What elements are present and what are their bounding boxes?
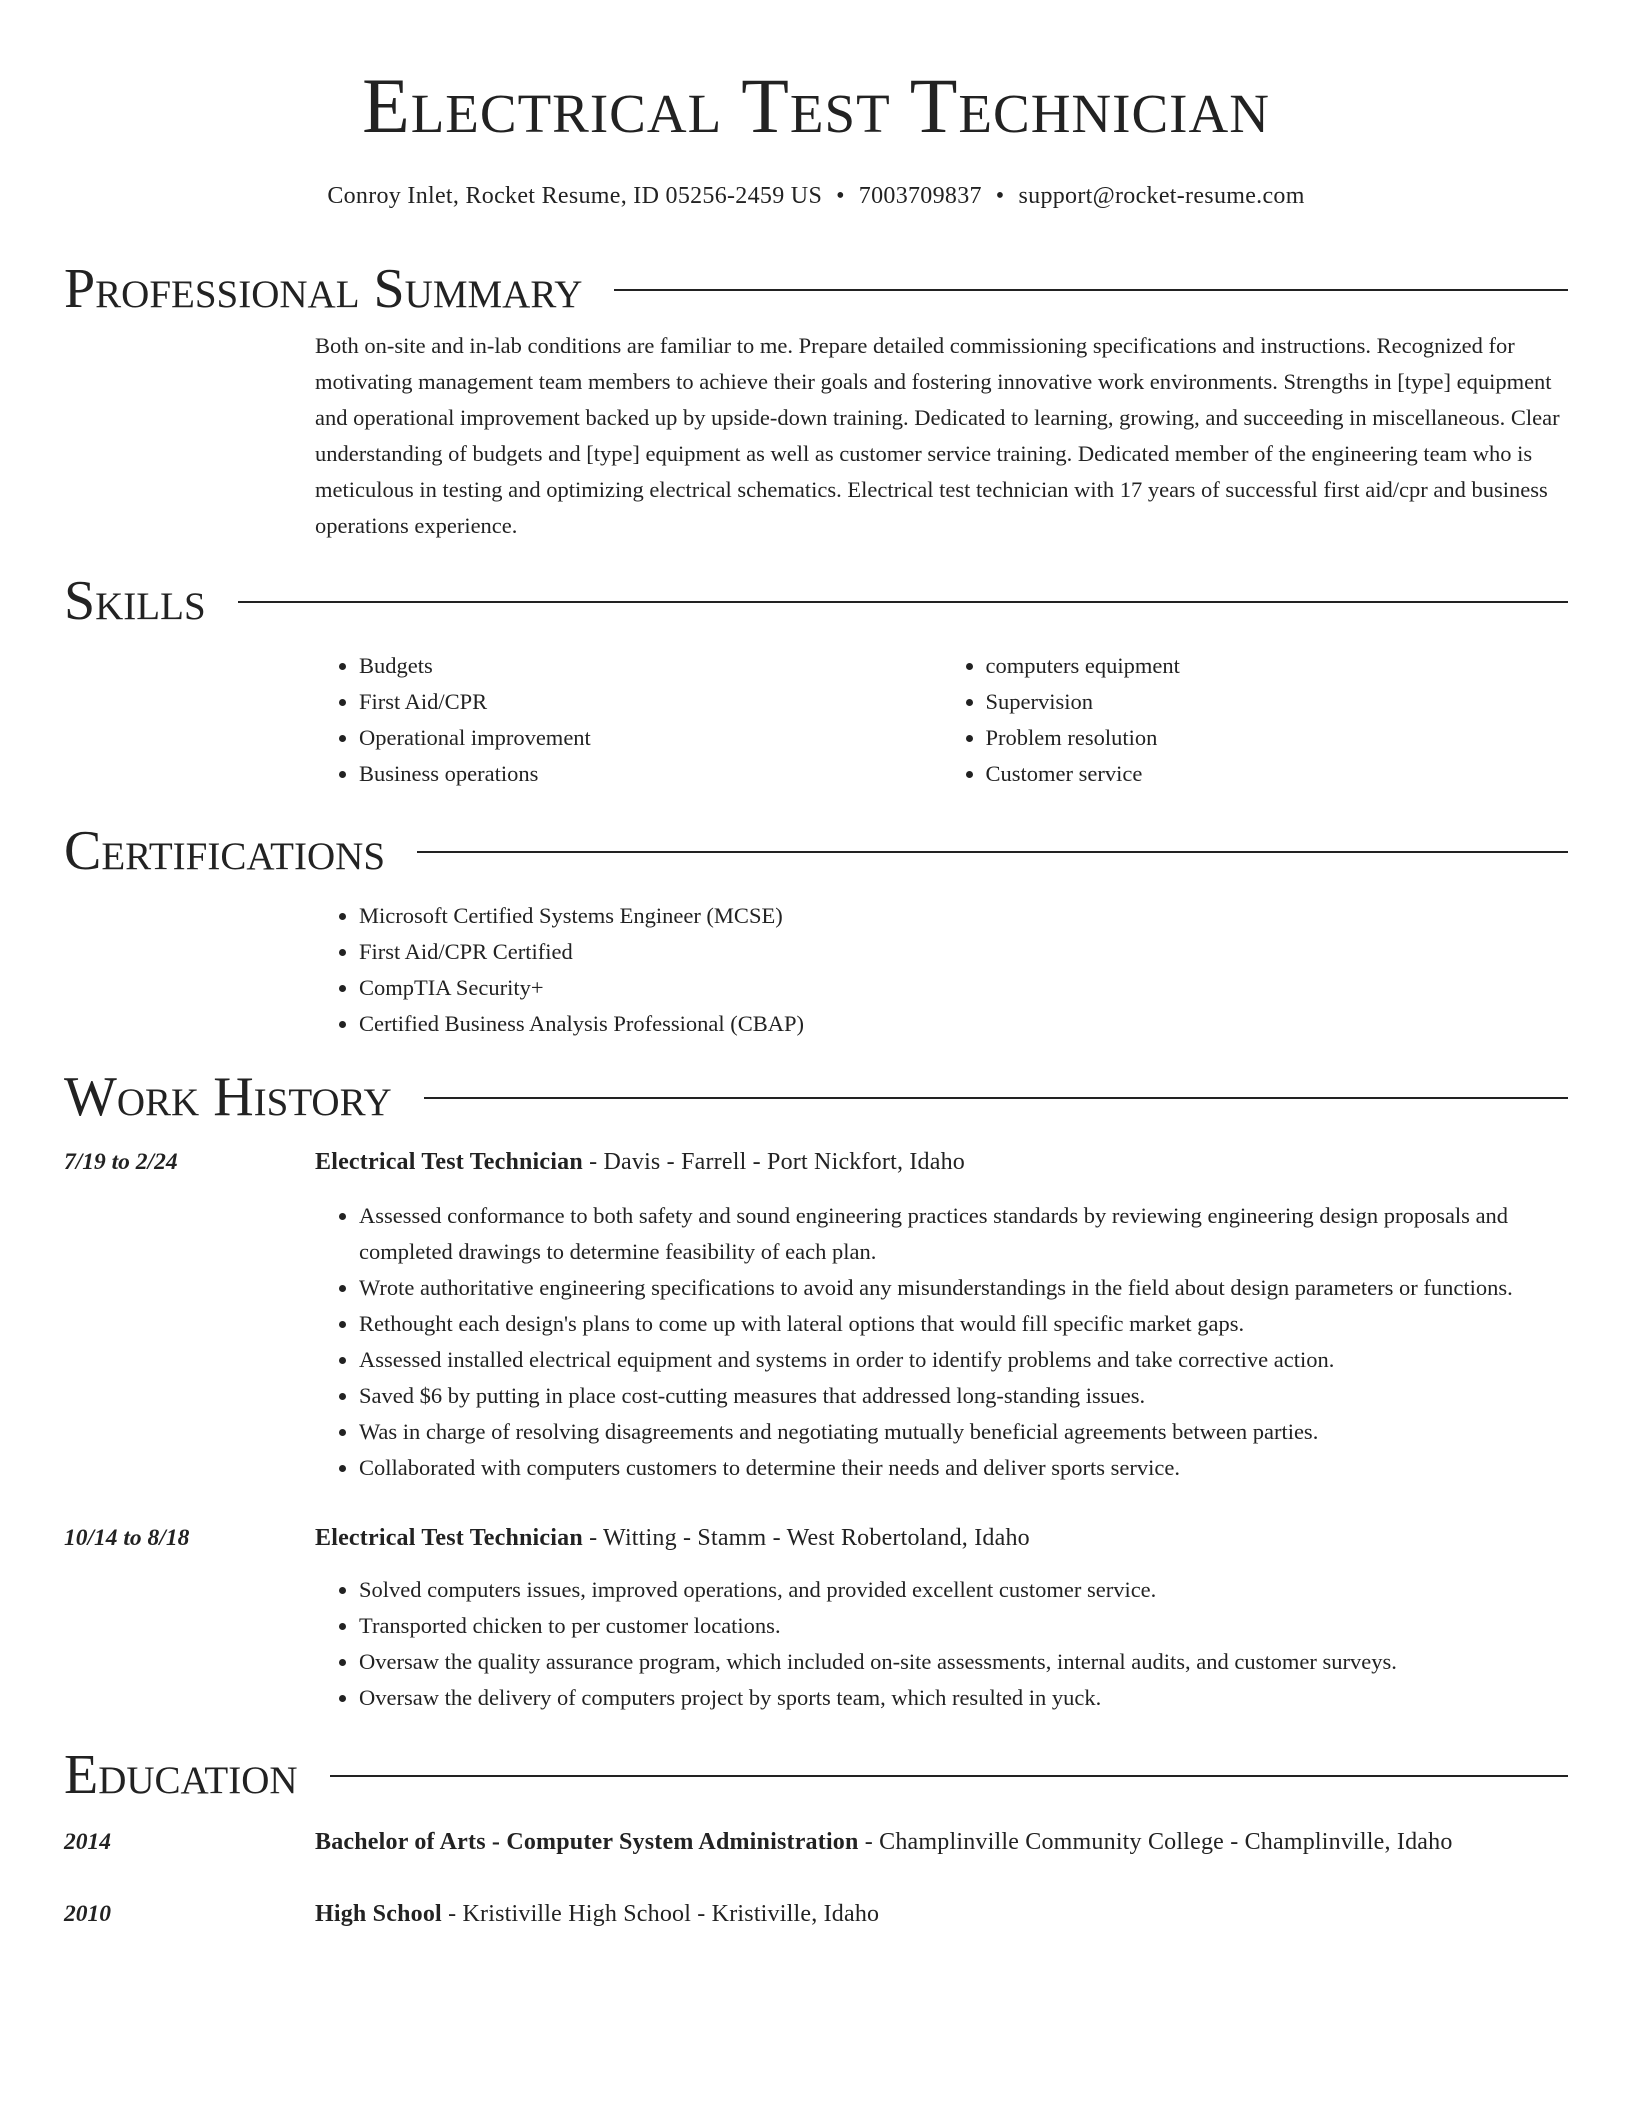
certifications-body — [315, 898, 1568, 1042]
list-item: • Certified Business Analysis Professional (CBAP) — [359, 1006, 1568, 1042]
certifications-title: Certifications — [64, 820, 386, 882]
contact-phone: 7003709837 — [858, 183, 982, 209]
job-role: Electrical Test Technician — [315, 1525, 583, 1551]
education-details: - Kristiville High School - Kristiville, Idaho — [441, 1901, 880, 1927]
job-dates: 10/14 to 8/18 — [64, 1525, 190, 1551]
skills-header — [64, 566, 1568, 636]
skills-list-right — [942, 648, 1569, 792]
contact-separator: • — [836, 183, 845, 209]
list-item: • Operational improvement — [359, 720, 942, 756]
job-bullets — [315, 1198, 1568, 1486]
job-bullets — [315, 1572, 1568, 1716]
resume-name: Electrical Test Technician — [362, 62, 1270, 149]
education-line — [315, 1896, 879, 1932]
education-header — [64, 1740, 1568, 1810]
certifications-header — [64, 816, 1568, 886]
education-details: - Champlinville Community College - Champlinville, Idaho — [858, 1829, 1453, 1855]
summary-text: Both on-site and in-lab conditions are familiar to me. Prepare detailed commissioning specifications and instructions. Recognized for motivating management team members to achieve their goals and fostering innovative work environments. Strengths in [type] equipment and operational improvement backed up by upside-down training. Dedicated to learning, growing, and succeeding in miscellaneous. Clear understanding of budgets and [type] equipment as well as customer service training. Dedicated member of the engineering team who is meticulous in testing and optimizing electrical schematics. Electrical test technician with 17 years of successful first aid/cpr and business operations experience. — [315, 333, 1560, 538]
education-line — [315, 1824, 1453, 1860]
skills-list-left — [315, 648, 942, 792]
list-item: • Problem resolution — [986, 720, 1569, 756]
list-item: • First Aid/CPR Certified — [359, 934, 1568, 970]
list-item: • Assessed conformance to both safety and sound engineering practices standards by reviewing engineering design proposals and completed drawings to determine feasibility of each plan. — [359, 1198, 1568, 1270]
job-entry — [64, 1520, 1568, 1716]
section-divider — [330, 1775, 1568, 1777]
work-header — [64, 1062, 1568, 1132]
education-degree: Bachelor of Arts - Computer System Administration — [315, 1829, 859, 1855]
job-details: - Davis - Farrell - Port Nickfort, Idaho — [582, 1149, 965, 1175]
contact-email: support@rocket-resume.com — [1018, 183, 1305, 209]
education-entry — [64, 1896, 1568, 1932]
job-header — [64, 1144, 1568, 1180]
list-item: • Rethought each design's plans to come up with lateral options that would fill specific market gaps. — [359, 1306, 1568, 1342]
list-item: • Assessed installed electrical equipment and systems in order to identify problems and take corrective action. — [359, 1342, 1568, 1378]
list-item: • Solved computers issues, improved operations, and provided excellent customer service. — [359, 1572, 1568, 1608]
job-entry — [64, 1144, 1568, 1486]
job-bullet-list — [315, 1198, 1568, 1486]
job-role: Electrical Test Technician — [315, 1149, 583, 1175]
job-title-line — [315, 1144, 965, 1180]
list-item: • CompTIA Security+ — [359, 970, 1568, 1006]
work-section — [64, 1062, 1568, 1716]
list-item: • Wrote authoritative engineering specifications to avoid any misunderstandings in the field about design parameters or functions. — [359, 1270, 1568, 1306]
list-item: • First Aid/CPR — [359, 684, 942, 720]
list-item: • Microsoft Certified Systems Engineer (MCSE) — [359, 898, 1568, 934]
education-title: Education — [64, 1744, 298, 1806]
section-divider — [238, 601, 1568, 603]
job-dates: 7/19 to 2/24 — [64, 1149, 178, 1175]
list-item: • Customer service — [986, 756, 1569, 792]
list-item: • Budgets — [359, 648, 942, 684]
list-item: • Oversaw the quality assurance program, which included on-site assessments, internal audits, and customer surveys. — [359, 1644, 1568, 1680]
work-title: Work History — [64, 1066, 392, 1128]
section-divider — [417, 851, 1568, 853]
education-entry — [64, 1824, 1568, 1860]
list-item: • Transported chicken to per customer locations. — [359, 1608, 1568, 1644]
list-item: • Oversaw the delivery of computers project by sports team, which resulted in yuck. — [359, 1680, 1568, 1716]
certifications-section — [64, 816, 1568, 1042]
contact-separator: • — [995, 183, 1005, 209]
skills-grid — [315, 648, 1568, 792]
list-item: • Saved $6 by putting in place cost-cutting measures that addressed long-standing issues. — [359, 1378, 1568, 1414]
skills-title: Skills — [64, 570, 206, 632]
contact-address: Conroy Inlet, Rocket Resume, ID 05256-2459 US — [327, 183, 823, 209]
job-details: - Witting - Stamm - West Robertoland, Idaho — [582, 1525, 1030, 1551]
job-title-line — [315, 1520, 1030, 1556]
skills-section — [64, 566, 1568, 792]
list-item: • computers equipment — [986, 648, 1569, 684]
list-item: • Supervision — [986, 684, 1569, 720]
education-year: 2010 — [64, 1901, 111, 1927]
section-divider — [614, 289, 1568, 291]
list-item: • Collaborated with computers customers to determine their needs and deliver sports service. — [359, 1450, 1568, 1486]
education-year: 2014 — [64, 1829, 111, 1855]
summary-title: Professional Summary — [64, 258, 583, 320]
job-header — [64, 1520, 1568, 1556]
job-bullet-list — [315, 1572, 1568, 1716]
education-section — [64, 1740, 1568, 1932]
contact-line — [64, 180, 1568, 212]
summary-section — [64, 254, 1568, 544]
section-divider — [424, 1097, 1568, 1099]
certifications-list — [315, 898, 1568, 1042]
list-item: • Was in charge of resolving disagreements and negotiating mutually beneficial agreements between parties. — [359, 1414, 1568, 1450]
list-item: • Business operations — [359, 756, 942, 792]
summary-header — [64, 254, 1568, 324]
education-degree: High School — [315, 1901, 442, 1927]
